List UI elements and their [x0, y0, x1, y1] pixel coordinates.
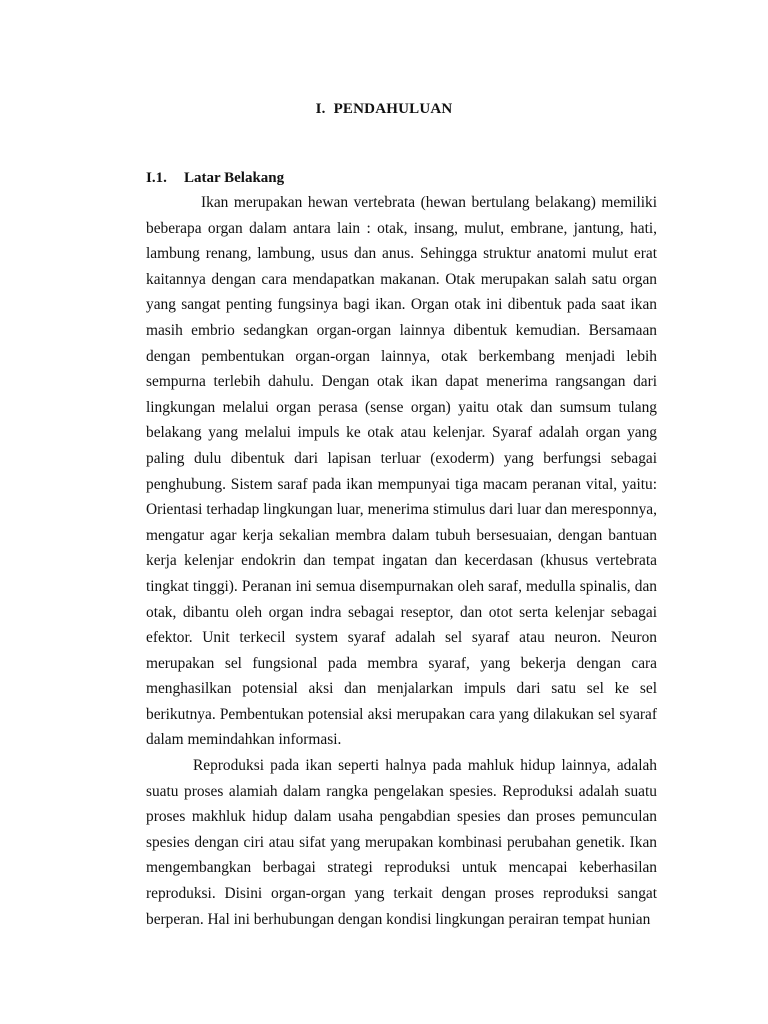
- body-text: [146, 190, 657, 932]
- paragraph-2: Reproduksi pada ikan seperti halnya pada mahluk hidup lainnya, adalah suatu proses alamiah dalam rangka pengelakan spesies. Reproduksi adalah suatu proses makhluk hidup dalam usaha pengabdian spesies dan proses pemunculan spesies dengan ciri atau sifat yang merupakan kombinasi perubahan genetik. Ikan mengembangkan berbagai strategi reproduksi untuk mencapai keberhasilan reproduksi. Disini organ-organ yang terkait dengan proses reproduksi sangat berperan. Hal ini berhubungan dengan kondisi lingkungan perairan tempat hunian: [146, 757, 657, 928]
- chapter-title-text: PENDAHULUAN: [333, 101, 453, 117]
- chapter-title: [0, 101, 768, 118]
- paragraph-1: Ikan merupakan hewan vertebrata (hewan bertulang belakang) memiliki beberapa organ dalam antara lain : otak, insang, mulut, embrane, jantung, hati, lambung renang, lambung, usus dan anus. Sehingga struktur anatomi mulut erat kaitannya dengan cara mendapatkan makanan. Otak merupakan salah satu organ yang sangat penting fungsinya bagi ikan. Organ otak ini dibentuk pada saat ikan masih embrio sedangkan organ-organ lainnya dibentuk kemudian. Bersamaan dengan pembentukan organ-organ lainnya, otak berkembang menjadi lebih sempurna terlebih dahulu. Dengan otak ikan dapat menerima rangsangan dari lingkungan melalui organ perasa (sense organ) yaitu otak dan sumsum tulang belakang yang melalui impuls ke otak atau kelenjar. Syaraf adalah organ yang paling dulu dibentuk dari lapisan terluar (exoderm) yang berfungsi sebagai penghubung. Sistem saraf pada ikan mempunyai tiga macam peranan vital, yaitu: Orientasi terhadap lingkungan luar, menerima stimulus dari luar dan meresponnya, mengatur agar kerja sekalian membra dalam tubuh bersesuaian, dengan bantuan kerja kelenjar endokrin dan tempat ingatan dan kecerdasan (khusus vertebrata tingkat tinggi). Peranan ini semua disempurnakan oleh saraf, medulla spinalis, dan otak, dibantu oleh organ indra sebagai reseptor, dan otot serta kelenjar sebagai efektor. Unit terkecil system syaraf adalah sel syaraf atau neuron. Neuron merupakan sel fungsional pada membra syaraf, yang bekerja dengan cara menghasilkan potensial aksi dan menjalarkan impuls dari satu sel ke sel berikutnya. Pembentukan potensial aksi merupakan cara yang dilakukan sel syaraf dalam memindahkan informasi.: [146, 194, 657, 749]
- section-heading: [146, 170, 284, 187]
- section-number: I.1.: [146, 170, 167, 186]
- section-title: Latar Belakang: [184, 170, 285, 186]
- chapter-number: I.: [315, 101, 326, 117]
